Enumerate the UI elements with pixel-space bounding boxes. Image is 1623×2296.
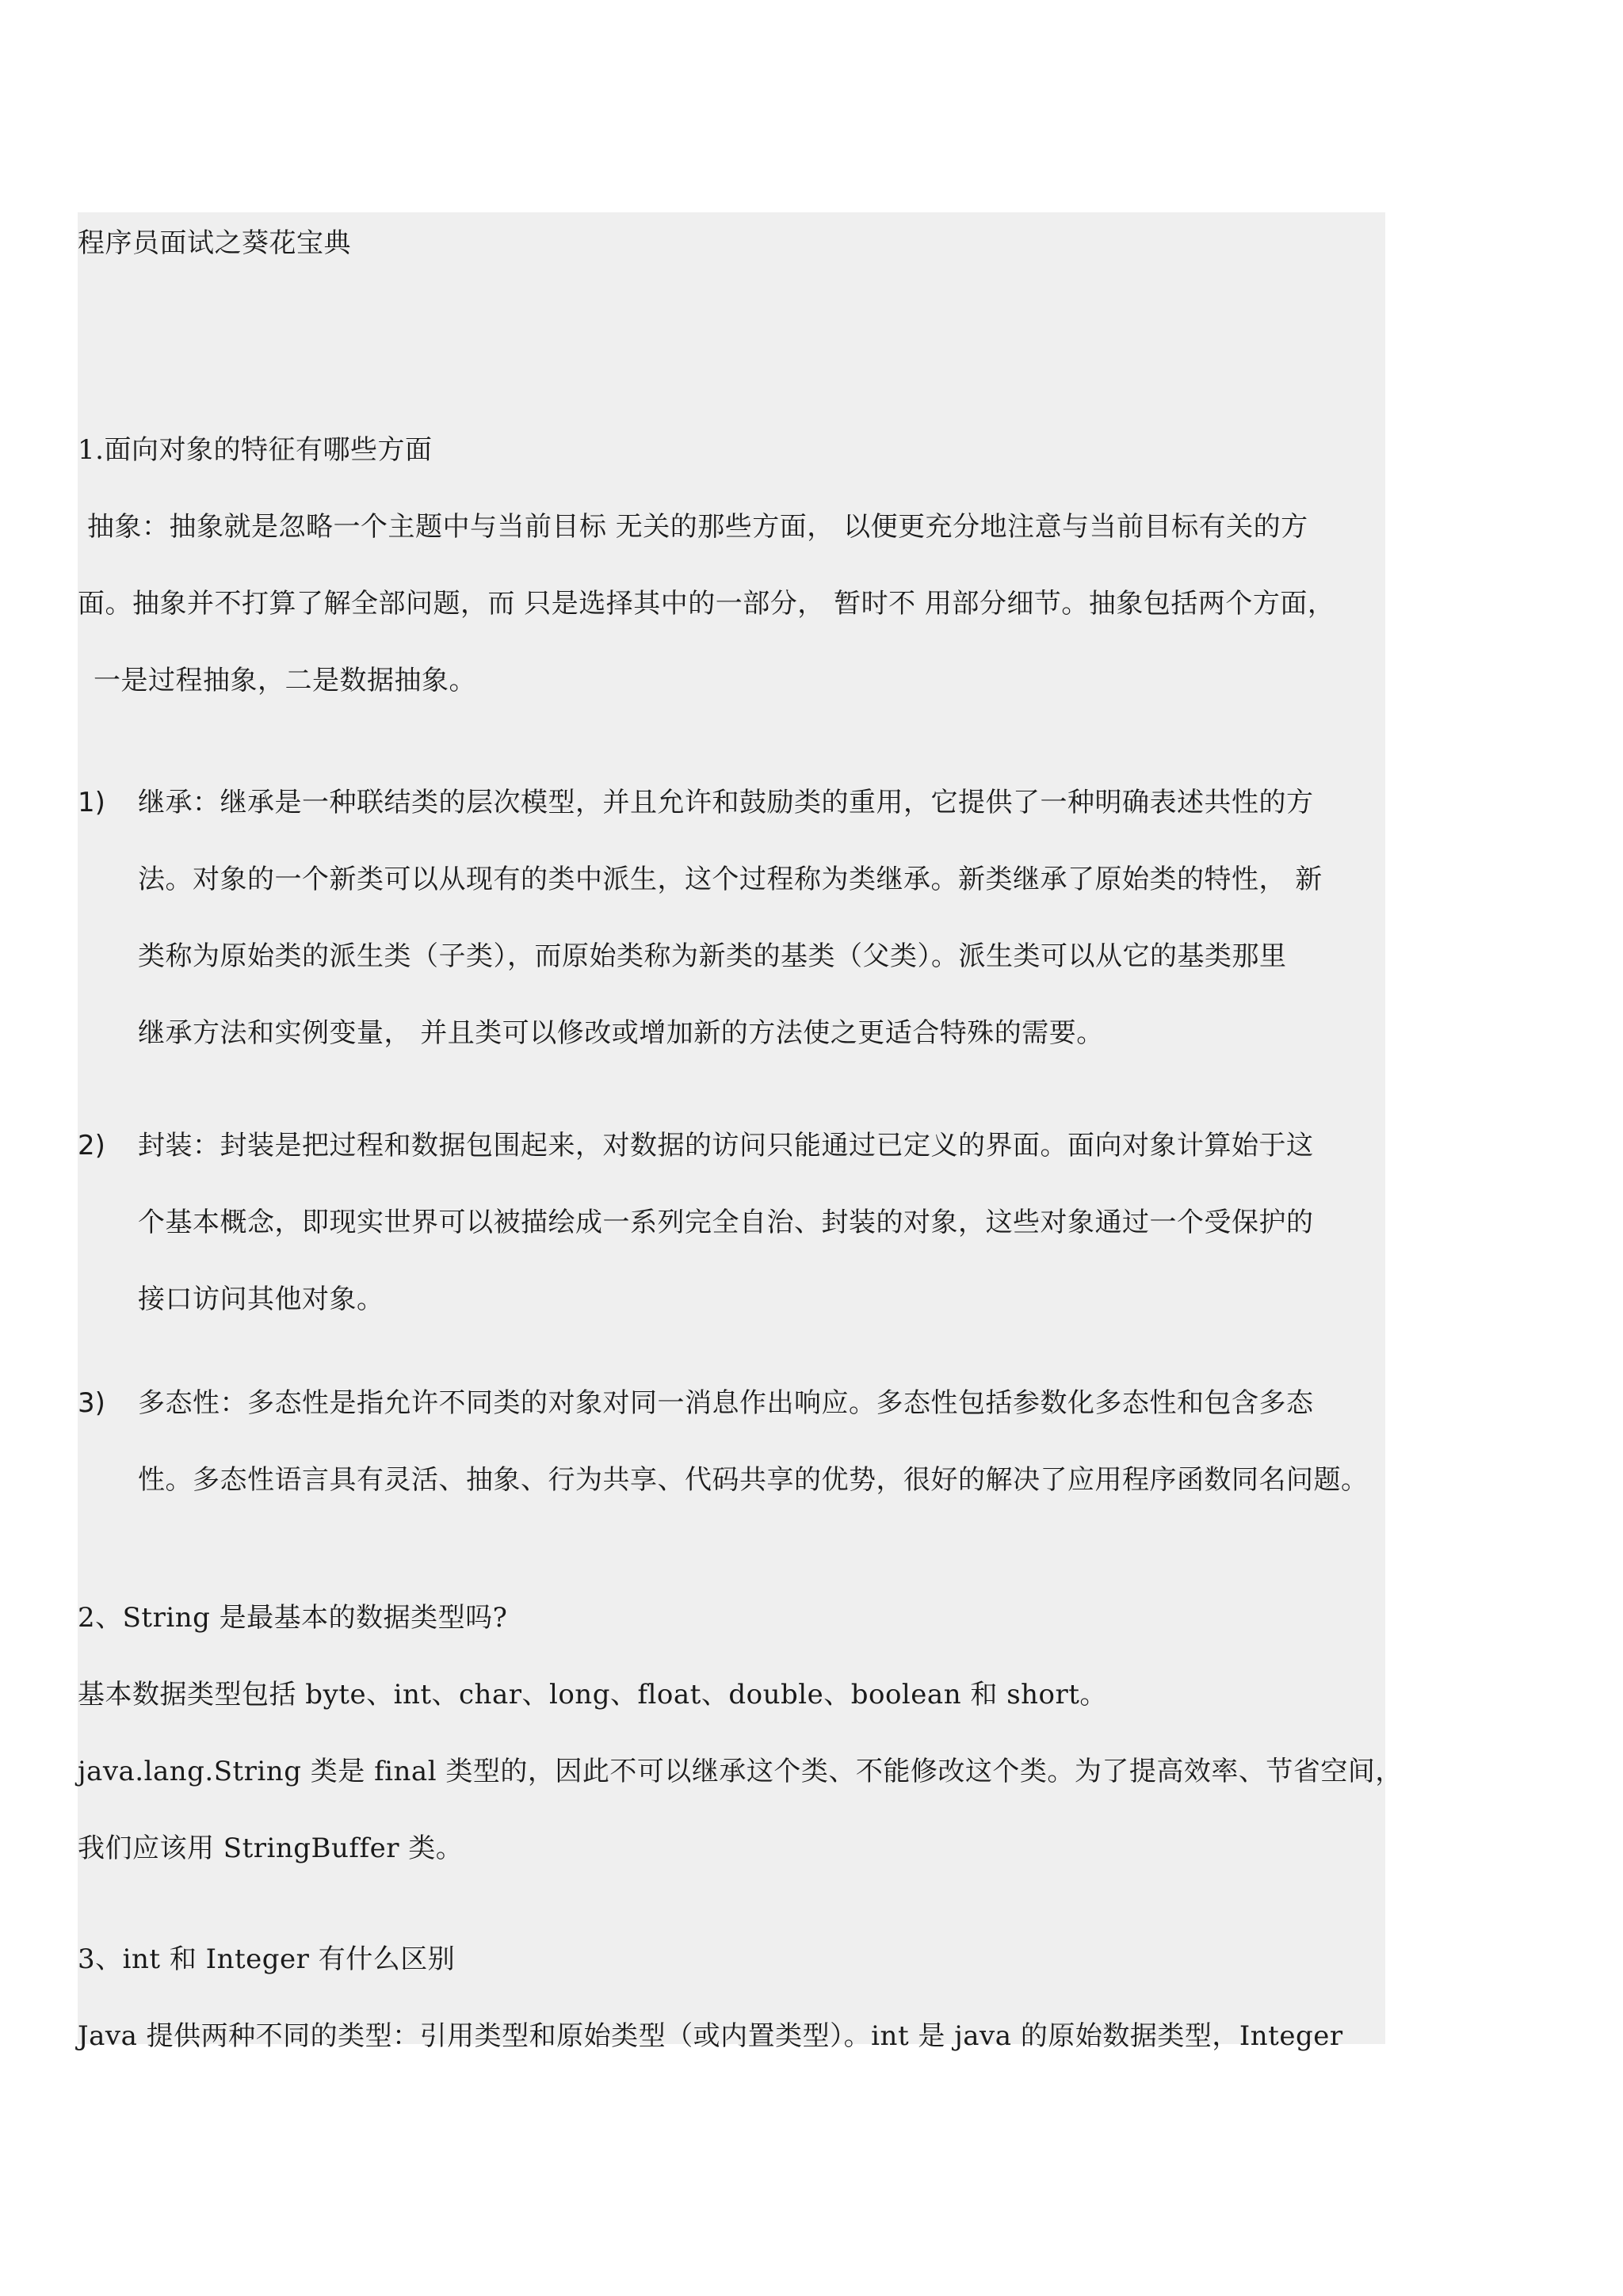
document-title: 程序员面试之葵花宝典 [78, 227, 351, 259]
abstract-line: 面。抽象并不打算了解全部问题，而 只是选择其中的一部分， 暂时不 用部分细节。抽象包括两个方面， [78, 588, 1335, 620]
abstract-line: 抽象：抽象就是忽略一个主题中与当前目标 无关的那些方面， 以便更充分地注意与当前目标有关的方 [87, 511, 1308, 543]
list-item-line: 接口访问其他对象。 [138, 1283, 384, 1315]
list-number: 3) [78, 1387, 105, 1419]
section1-heading: 1.面向对象的特征有哪些方面 [78, 434, 433, 466]
section2-heading: 2、String 是最基本的数据类型吗? [78, 1602, 508, 1634]
list-item-line: 性。多态性语言具有灵活、抽象、行为共享、代码共享的优势，很好的解决了应用程序函数同名问题。 [138, 1464, 1369, 1496]
list-item-line: 封装：封装是把过程和数据包围起来，对数据的访问只能通过已定义的界面。面向对象计算始于这 [138, 1130, 1314, 1161]
list-number: 1) [78, 787, 105, 818]
list-item-line: 类称为原始类的派生类（子类），而原始类称为新类的基类（父类）。派生类可以从它的基类那里 [138, 940, 1287, 972]
paragraph-line: 基本数据类型包括 byte、int、char、long、float、double、boolean 和 short。 [78, 1679, 1107, 1711]
list-item-line: 继承方法和实例变量， 并且类可以修改或增加新的方法使之更适合特殊的需要。 [138, 1017, 1104, 1049]
abstract-line: 一是过程抽象，二是数据抽象。 [94, 665, 476, 696]
list-item-line: 多态性：多态性是指允许不同类的对象对同一消息作出响应。多态性包括参数化多态性和包含多态 [138, 1387, 1314, 1419]
section3-heading: 3、int 和 Integer 有什么区别 [78, 1943, 456, 1975]
list-item-line: 个基本概念，即现实世界可以被描绘成一系列完全自治、封装的对象，这些对象通过一个受保护的 [138, 1207, 1314, 1238]
list-item-line: 法。对象的一个新类可以从现有的类中派生，这个过程称为类继承。新类继承了原始类的特性， 新 [138, 864, 1323, 895]
list-number: 2) [78, 1130, 105, 1161]
paragraph-line: 我们应该用 StringBuffer 类。 [78, 1833, 464, 1864]
paragraph-line: Java 提供两种不同的类型：引用类型和原始类型（或内置类型）。int 是 java 的原始数据类型，Integer [78, 2020, 1343, 2052]
list-item-line: 继承：继承是一种联结类的层次模型，并且允许和鼓励类的重用，它提供了一种明确表述共性的方 [138, 787, 1314, 818]
paragraph-line: java.lang.String 类是 final 类型的，因此不可以继承这个类、不能修改这个类。为了提高效率、节省空间， [78, 1756, 1403, 1787]
